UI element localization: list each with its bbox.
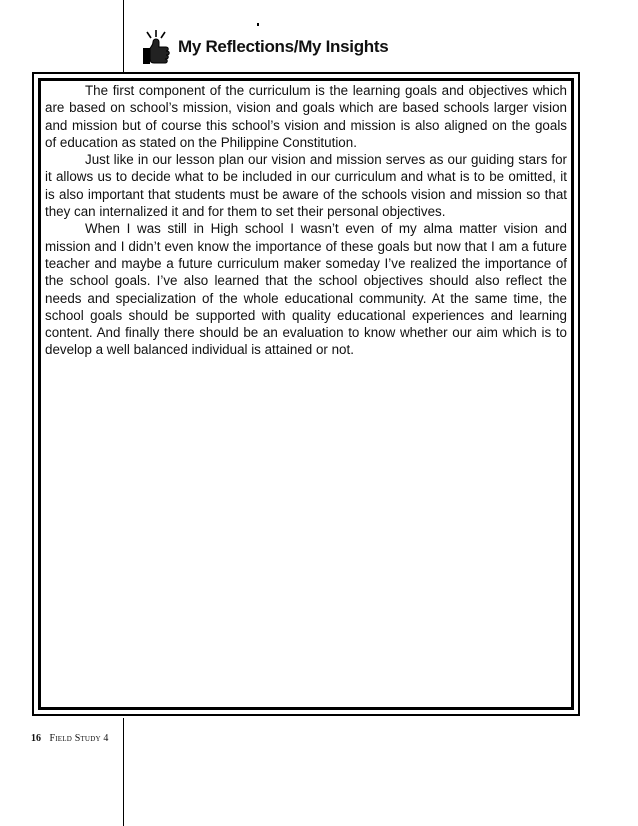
footer-label: Field Study 4 (49, 733, 109, 744)
section-title: My Reflections/My Insights (178, 37, 389, 56)
paragraph-1: The first component of the curriculum is the learning goals and objectives which are based on school’s mission, vision and goals which are based schools larger vision and mission but of course this school’s vision and mission is also aligned on the goals of education as stated on the Philippine Constitution. (45, 83, 567, 150)
margin-rule-top (123, 0, 124, 72)
page-footer (31, 733, 109, 744)
thumbs-up-icon (141, 28, 171, 68)
paragraph-3: When I was still in High school I wasn’t even of my alma matter vision and mission and I didn’t even know the importance of these goals but now that I am a future teacher and maybe a future curriculum maker someday I’ve realized the importance of the school goals. I’ve also learned that the school objectives should also reflect the needs and specialization of the whole educational community. At the same time, the school goals should be supported with quality educational experiences and learning content. And finally there should be an evaluation to know whether our aim which is to develop a well balanced individual is attained or not. (45, 221, 567, 358)
reflection-body (45, 82, 567, 359)
page-number: 16 (31, 733, 41, 744)
stray-mark (257, 23, 259, 26)
margin-rule-bottom (123, 718, 124, 826)
paragraph-2: Just like in our lesson plan our vision and mission serves as our guiding stars for it allows us to decide what to be included in our curriculum and what is to be omitted, it is also important that students must be aware of the schools vision and mission so that they can internalized it and for them to set their personal objectives. (45, 152, 567, 220)
